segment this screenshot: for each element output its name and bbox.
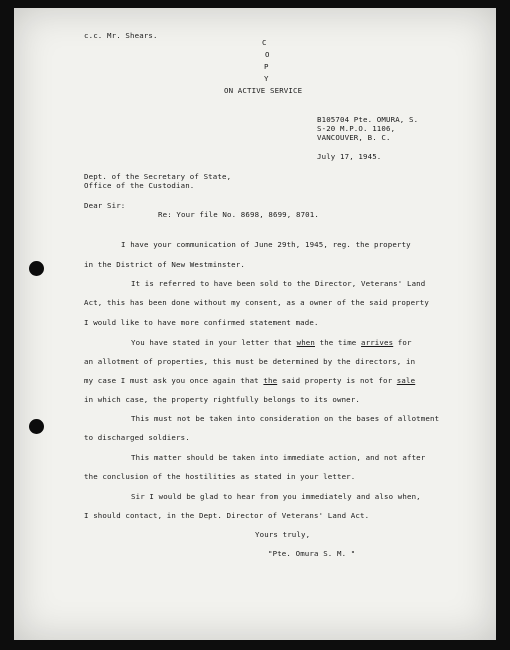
cc-line: c.c. Mr. Shears. bbox=[84, 31, 158, 40]
body-line: an allotment of properties, this must be determined by the directors, in bbox=[84, 357, 416, 366]
body-text: said property is not for bbox=[277, 376, 397, 385]
letter-date: July 17, 1945. bbox=[317, 152, 382, 161]
sender-line-3: VANCOUVER, B. C. bbox=[317, 133, 391, 142]
body-line: This must not be taken into consideration on the bases of allotment bbox=[131, 414, 440, 423]
body-line: to discharged soldiers. bbox=[84, 433, 190, 442]
body-line: I should contact, in the Dept. Director of Veterans' Land Act. bbox=[84, 511, 370, 520]
body-line: Act, this has been done without my consent, as a owner of the said property bbox=[84, 298, 429, 307]
recipient-line-1: Dept. of the Secretary of State, bbox=[84, 172, 232, 181]
copy-mark-letter: C bbox=[262, 38, 267, 47]
body-line: the conclusion of the hostilities as stated in your letter. bbox=[84, 472, 356, 481]
underlined-word: when bbox=[296, 338, 315, 347]
underlined-word: arrives bbox=[361, 338, 394, 347]
body-line: I would like to have more confirmed statement made. bbox=[84, 318, 319, 327]
salutation: Dear Sir: bbox=[84, 201, 126, 210]
signature: "Pte. Omura S. M. " bbox=[268, 549, 356, 558]
copy-mark-letter: Y bbox=[264, 74, 269, 83]
body-line: Sir I would be glad to hear from you immediately and also when, bbox=[131, 492, 421, 501]
body-line bbox=[131, 338, 412, 347]
copy-mark-letter: P bbox=[264, 62, 269, 71]
sender-line-2: S-20 M.P.O. 1106, bbox=[317, 124, 396, 133]
body-text: the time bbox=[315, 338, 361, 347]
body-line: This matter should be taken into immediate action, and not after bbox=[131, 453, 426, 462]
body-line: I have your communication of June 29th, 1945, reg. the property bbox=[121, 240, 411, 249]
body-text: You have stated in your letter that bbox=[131, 338, 297, 347]
copy-mark-letter: O bbox=[265, 50, 270, 59]
body-text: for bbox=[393, 338, 412, 347]
body-line: in which case, the property rightfully belongs to its owner. bbox=[84, 395, 360, 404]
body-line: in the District of New Westminster. bbox=[84, 260, 245, 269]
body-line bbox=[84, 376, 415, 385]
body-text: my case I must ask you once again that bbox=[84, 376, 264, 385]
underlined-word: the bbox=[263, 376, 278, 385]
underlined-word: sale bbox=[396, 376, 416, 385]
closing: Yours truly, bbox=[255, 530, 311, 539]
punch-hole-icon bbox=[29, 419, 44, 434]
punch-hole-icon bbox=[29, 261, 44, 276]
body-line: It is referred to have been sold to the Director, Veterans' Land bbox=[131, 279, 426, 288]
service-heading: ON ACTIVE SERVICE bbox=[224, 86, 303, 95]
reference-line: Re: Your file No. 8698, 8699, 8701. bbox=[158, 210, 319, 219]
recipient-line-2: Office of the Custodian. bbox=[84, 181, 195, 190]
sender-line-1: B105704 Pte. OMURA, S. bbox=[317, 115, 419, 124]
